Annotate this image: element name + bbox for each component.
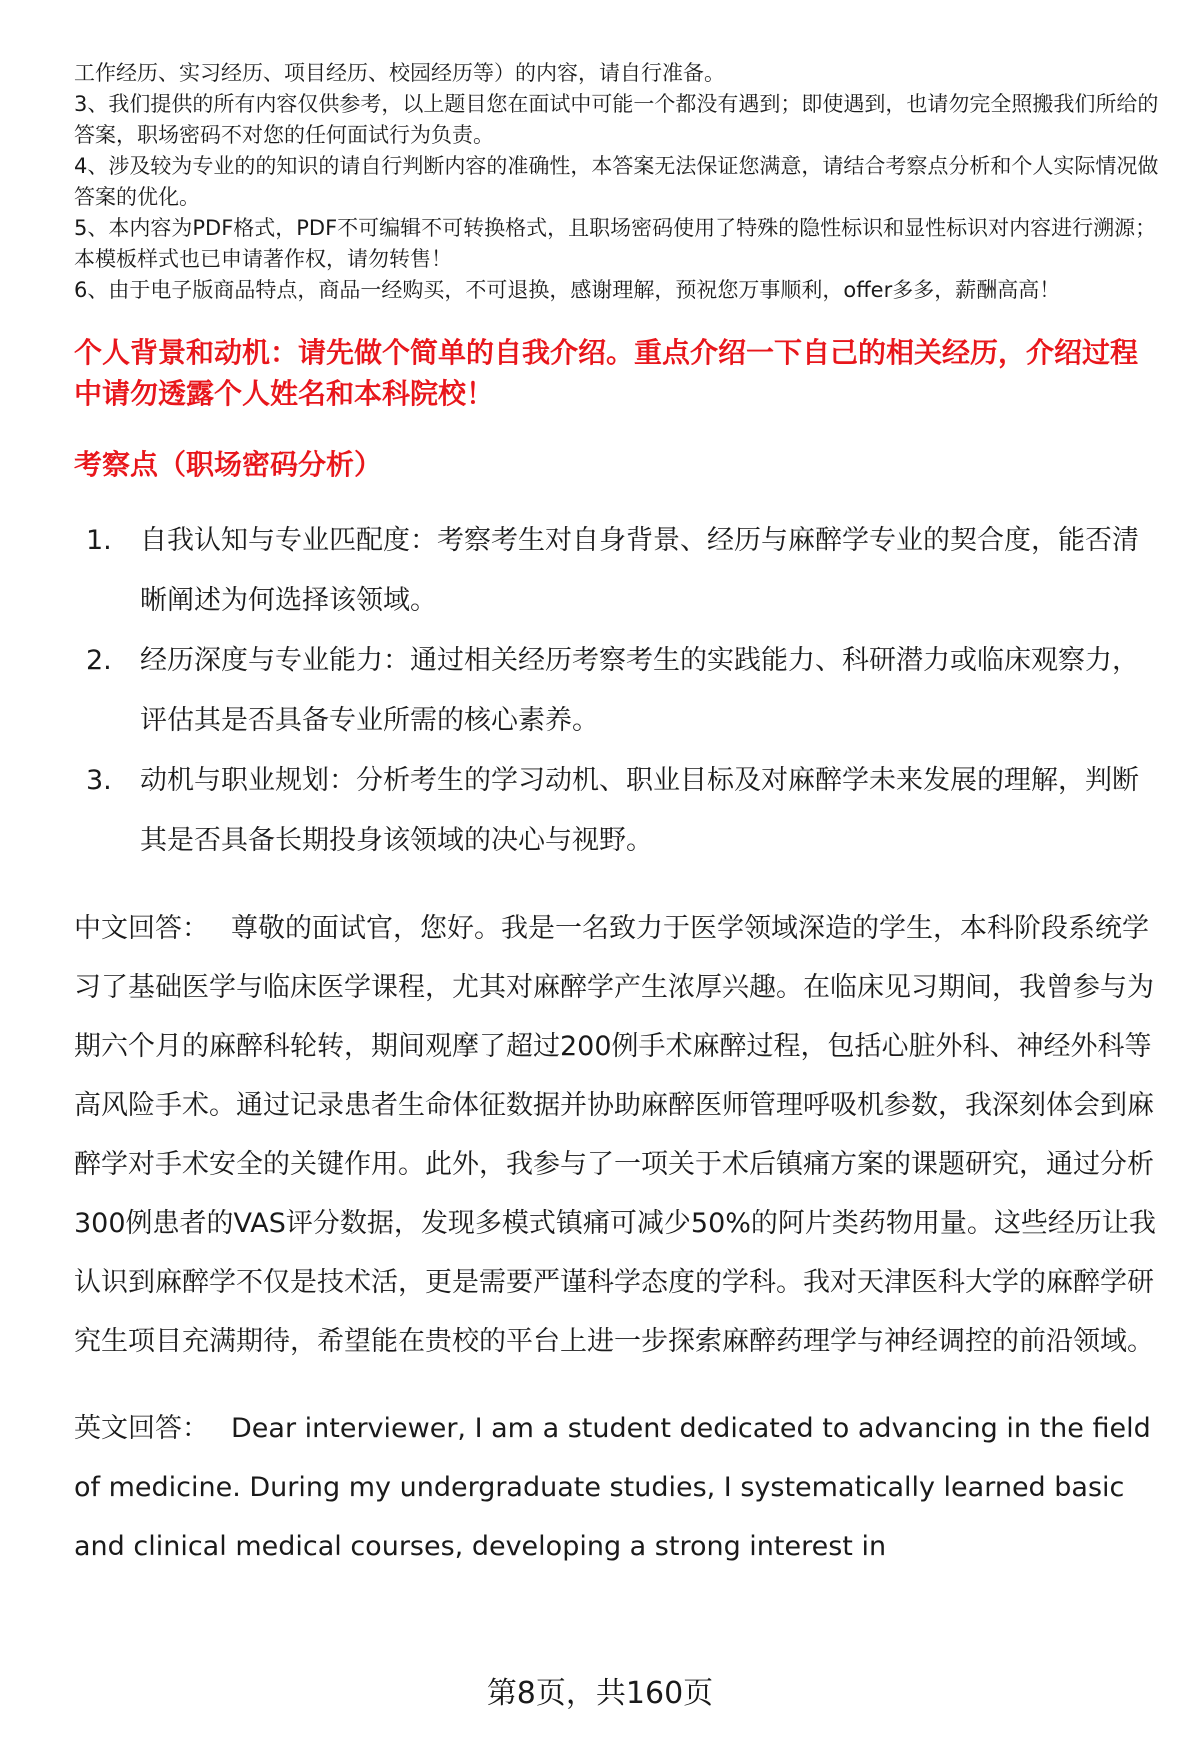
chinese-answer-label: 中文回答： xyxy=(74,913,209,944)
points-list xyxy=(74,511,1159,871)
note-paragraph: 3、我们提供的所有内容仅供参考，以上题目您在面试中可能一个都没有遇到；即使遇到，也请勿完全照搬我们所给的答案，职场密码不对您的任何面试行为负责。 xyxy=(74,92,1159,147)
notes-section xyxy=(74,58,1159,306)
page-number: 第8页，共160页 xyxy=(486,1676,714,1711)
page-content xyxy=(74,58,1159,1576)
list-item xyxy=(74,631,1159,751)
list-item-text: 自我认知与专业匹配度：考察考生对自身背景、经历与麻醉学专业的契合度，能否清晰阐述为何选择该领域。 xyxy=(140,525,1139,616)
note-paragraph: 5、本内容为PDF格式，PDF不可编辑不可转换格式，且职场密码使用了特殊的隐性标识和显性标识对内容进行溯源；本模板样式也已申请著作权，请勿转售！ xyxy=(74,216,1157,271)
english-answer-label: 英文回答： xyxy=(74,1413,209,1444)
list-item-number: 1. xyxy=(86,525,112,556)
points-heading: 考察点（职场密码分析） xyxy=(74,448,383,481)
list-item-text: 经历深度与专业能力：通过相关经历考察考生的实践能力、科研潜力或临床观察力，评估其是否具备专业所需的核心素养。 xyxy=(140,645,1139,736)
english-answer-text: Dear interviewer, I am a student dedicated to advancing in the field of medicine. During my undergraduate studies, I systematically learned basic and clinical medical courses, developing a strong interest in xyxy=(74,1413,1151,1562)
list-item-number: 3. xyxy=(86,765,112,796)
list-item xyxy=(74,511,1159,631)
note-paragraph: 4、涉及较为专业的的知识的请自行判断内容的准确性，本答案无法保证您满意，请结合考察点分析和个人实际情况做答案的优化。 xyxy=(74,154,1159,209)
list-item xyxy=(74,751,1159,871)
chinese-answer-text: 尊敬的面试官，您好。我是一名致力于医学领域深造的学生，本科阶段系统学习了基础医学与临床医学课程，尤其对麻醉学产生浓厚兴趣。在临床见习期间，我曾参与为期六个月的麻醉科轮转，期间观摩了超过200例手术麻醉过程，包括心脏外科、神经外科等高风险手术。通过记录患者生命体征数据并协助麻醉医师管理呼吸机参数，我深刻体会到麻醉学对手术安全的关键作用。此外，我参与了一项关于术后镇痛方案的课题研究，通过分析300例患者的VAS评分数据，发现多模式镇痛可减少50%的阿片类药物用量。这些经历让我认识到麻醉学不仅是技术活，更是需要严谨科学态度的学科。我对天津医科大学的麻醉学研究生项目充满期待，希望能在贵校的平台上进一步探索麻醉药理学与神经调控的前沿领域。 xyxy=(74,913,1156,1357)
list-item-text: 动机与职业规划：分析考生的学习动机、职业目标及对麻醉学未来发展的理解，判断其是否具备长期投身该领域的决心与视野。 xyxy=(140,765,1139,856)
note-paragraph: 工作经历、实习经历、项目经历、校园经历等）的内容，请自行准备。 xyxy=(74,61,725,85)
question-heading: 个人背景和动机：请先做个简单的自我介绍。重点介绍一下自己的相关经历，介绍过程中请勿透露个人姓名和本科院校！ xyxy=(74,336,1139,410)
english-answer xyxy=(74,1399,1159,1576)
note-paragraph: 6、由于电子版商品特点，商品一经购买，不可退换，感谢理解，预祝您万事顺利，offer多多，薪酬高高！ xyxy=(74,278,1061,302)
chinese-answer xyxy=(74,899,1159,1371)
list-item-number: 2. xyxy=(86,645,112,676)
